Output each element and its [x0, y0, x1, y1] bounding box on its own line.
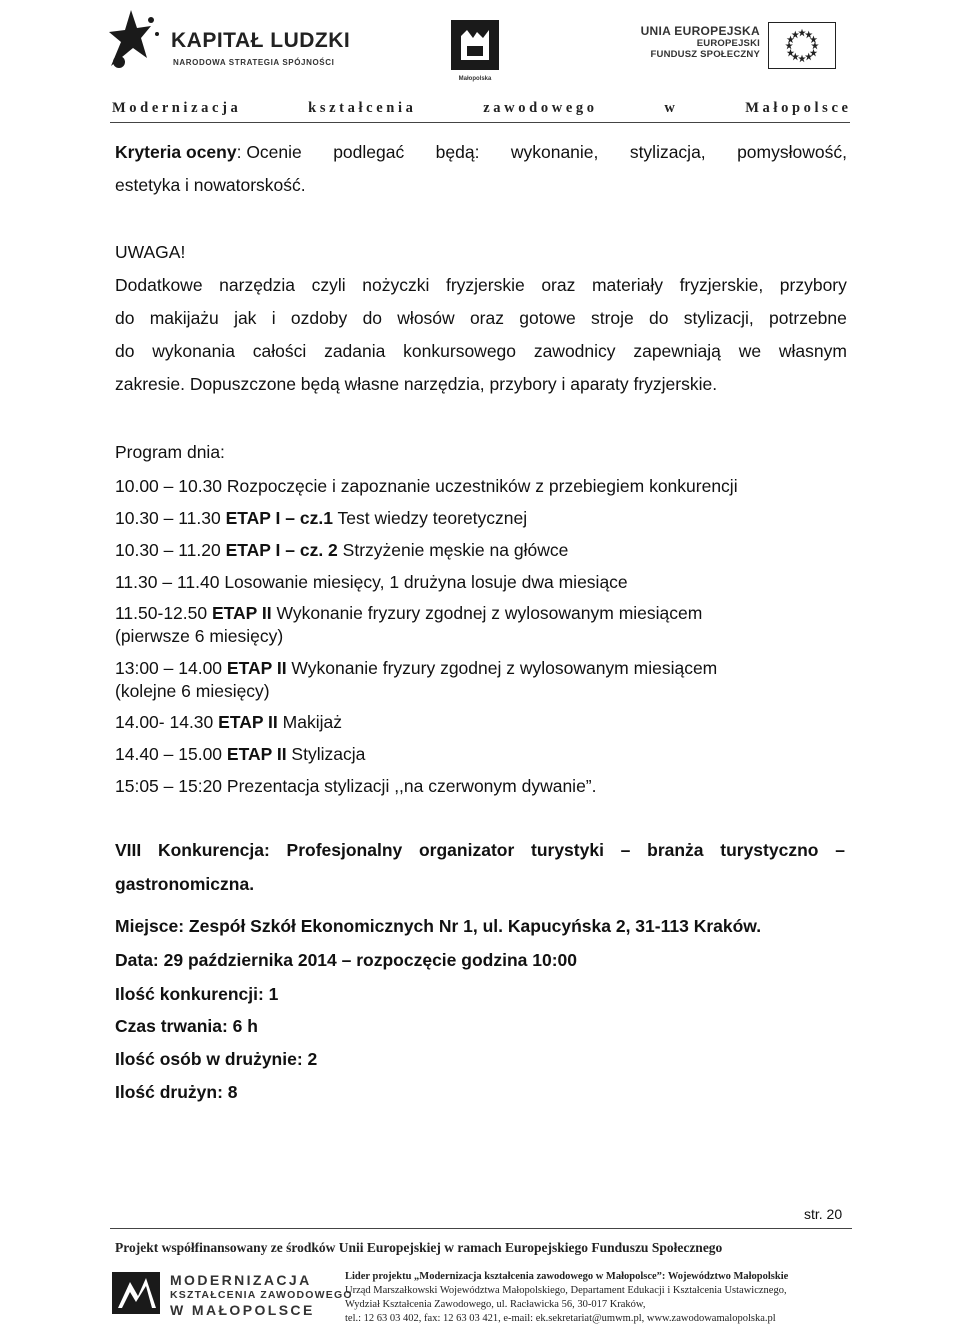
program-header-line — [112, 100, 848, 120]
note-line-3: do wykonania całości zadania konkursowego zawodnicy zapewniają we własnym — [115, 341, 847, 361]
note-title: UWAGA! — [115, 242, 186, 262]
detail-team-size: Ilość osób w drużynie: 2 — [115, 1049, 318, 1069]
detail-team-count: Ilość drużyn: 8 — [115, 1082, 238, 1102]
program-item: 15:05 – 15:20 Prezentacja stylizacji ,,na czerwonym dywanie”. — [115, 776, 597, 796]
note-line-4: zakresie. Dopuszczone będą własne narzędzia, przybory i aparaty fryzjerskie. — [115, 374, 718, 394]
eu-label-line3: FUNDUSZ SPOŁECZNY — [650, 49, 760, 60]
section-heading: VIII Konkurencja: Profesjonalny organizator turystyki – branża turystyczno – — [115, 840, 845, 860]
modernizacja-logo-line1: MODERNIZACJA — [170, 1272, 312, 1288]
kapital-ludzki-star-icon — [107, 8, 163, 76]
cofinanced-line: Projekt współfinansowany ze środków Unii Europejskiej w ramach Europejskiego Funduszu Społecznego — [115, 1240, 723, 1255]
malopolska-label: Małopolska — [458, 76, 492, 82]
criteria-line-1: Kryteria oceny: Ocenie podlegać będą: wykonanie, stylizacja, pomysłowość, — [115, 142, 847, 162]
header-divider — [110, 122, 850, 123]
malopolska-emblem-icon — [447, 16, 503, 74]
note-line-2: do makijażu jak i ozdoby do włosów oraz gotowe stroje do stylizacji, potrzebne — [115, 308, 847, 328]
note-line-1: Dodatkowe narzędzia czyli nożyczki fryzjerskie oraz materiały fryzjerskie, przybory — [115, 275, 847, 295]
program-item: 11.30 – 11.40 Losowanie miesięcy, 1 drużyna losuje dwa miesiące — [115, 572, 628, 592]
criteria-line-2: estetyka i nowatorskość. — [115, 175, 306, 195]
footer-info-line: Urząd Marszałkowski Województwa Małopolskiego, Departament Edukacji i Kształcenia Ustawicznego, — [345, 1285, 787, 1296]
detail-venue: Miejsce: Zespół Szkół Ekonomicznych Nr 1, ul. Kapucyńska 2, 31-113 Kraków. — [115, 916, 762, 936]
program-item: 14.40 – 15.00 ETAP II Stylizacja — [115, 744, 366, 764]
header-word-3: z a w o d o w e g o — [483, 100, 595, 116]
program-item: 10.30 – 11.20 ETAP I – cz. 2 Strzyżenie męskie na główce — [115, 540, 569, 560]
header-word-4: w — [664, 100, 675, 116]
program-item: 13:00 – 14.00 ETAP II Wykonanie fryzury zgodnej z wylosowanym miesiącem (kolejne 6 miesięcy) — [115, 658, 718, 701]
kapital-ludzki-title: KAPITAŁ LUDZKI — [171, 29, 351, 52]
page-number: str. 20 — [804, 1206, 843, 1222]
footer-info-line: Wydział Kształcenia Zawodowego, ul. Racławicka 56, 30-017 Kraków, — [345, 1299, 646, 1310]
header-word-2: k s z t a ł c e n i a — [308, 100, 413, 116]
footer-divider — [110, 1228, 852, 1229]
program-title: Program dnia: — [115, 442, 225, 462]
detail-date: Data: 29 października 2014 – rozpoczęcie godzina 10:00 — [115, 950, 577, 970]
modernizacja-emblem-icon — [110, 1268, 166, 1318]
footer-contact-info — [345, 1270, 825, 1326]
eu-label — [620, 24, 760, 60]
detail-duration: Czas trwania: 6 h — [115, 1016, 258, 1036]
footer-info-line: Lider projektu „Modernizacja kształcenia zawodowego w Małopolsce”: Województwo Małopolskie — [345, 1271, 789, 1282]
program-item: 10.30 – 11.30 ETAP I – cz.1 Test wiedzy teoretycznej — [115, 508, 528, 528]
header-word-5: M a ł o p o l s c e — [745, 100, 848, 116]
footer-info-line: tel.: 12 63 03 402, fax: 12 63 03 421, e-mail: ek.sekretariat@umwm.pl, www.zawodowamalopolska.pl — [345, 1313, 776, 1324]
modernizacja-logo-line3: W MAŁOPOLSCE — [170, 1302, 315, 1318]
kapital-ludzki-subtitle: NARODOWA STRATEGIA SPÓJNOŚCI — [173, 58, 335, 67]
malopolska-logo — [447, 16, 503, 88]
detail-competition-count: Ilość konkurencji: 1 — [115, 984, 279, 1004]
eu-label-line2: EUROPEJSKI — [696, 38, 760, 49]
modernizacja-logo — [110, 1268, 353, 1320]
section-heading-cont: gastronomiczna. — [115, 874, 255, 894]
kapital-ludzki-logo — [107, 8, 351, 78]
modernizacja-logo-line2: KSZTAŁCENIA ZAWODOWEGO — [170, 1289, 353, 1301]
eu-flag-icon — [768, 22, 836, 69]
program-item: 11.50-12.50 ETAP II Wykonanie fryzury zgodnej z wylosowanym miesiącem (pierwsze 6 miesięcy) — [115, 603, 703, 646]
program-item: 10.00 – 10.30 Rozpoczęcie i zapoznanie uczestników z przebiegiem konkurencji — [115, 476, 738, 496]
criteria-label: Kryteria oceny — [115, 142, 237, 162]
header-word-1: M o d e r n i z a c j a — [112, 100, 238, 116]
program-item: 14.00- 14.30 ETAP II Makijaż — [115, 712, 342, 732]
eu-label-line1: UNIA EUROPEJSKA — [640, 24, 760, 38]
